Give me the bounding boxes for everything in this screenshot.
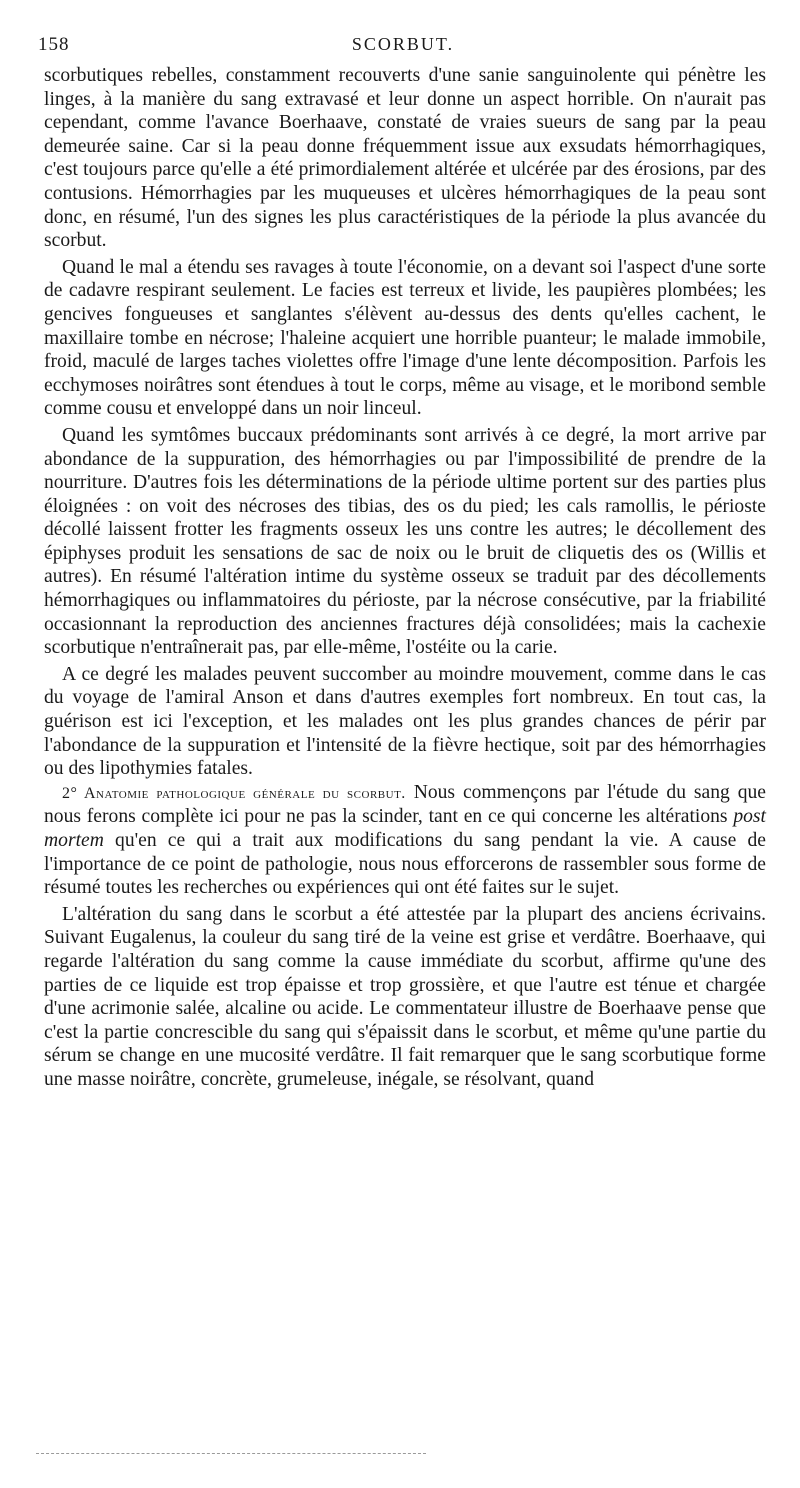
section-text-start: Nous commençons par l'étude du sang que nous ferons complète ici pour ne pas la scinder, tant en ce qui concerne les altérations bbox=[44, 781, 766, 828]
paragraph-4: A ce degré les malades peuvent succomber au moindre mouvement, comme dans le cas du voyage de l'amiral Anson et dans d'autres exemples fort nombreux. En tout cas, la guérison est ici l'exception, et les malades ont les plus grandes chances de périr par l'abondance de la suppuration et l'intensité de la fièvre hectique, soit par des hémorrhagies ou des lipothymies fatales. bbox=[44, 663, 766, 780]
page-header bbox=[38, 34, 768, 56]
paragraph-2: Quand le mal a étendu ses ravages à toute l'économie, on a devant soi l'aspect d'une sorte de cadavre respirant seulement. Le facies est terreux et livide, les paupières plombées; les gencives fongueuses et sanglantes s'élèvent au-dessus des dents qu'elles cachent, le maxillaire tombe en nécrose; l'haleine acquiert une horrible puanteur; le malade immobile, froid, maculé de larges taches violettes offre l'image d'une lente décomposition. Parfois les ecchymoses noirâtres sont étendues à tout le corps, même au visage, et le moribond semble comme cousu et enveloppé dans un noir linceul. bbox=[44, 256, 766, 420]
body-text bbox=[44, 64, 766, 1092]
paragraph-3: Quand les symtômes buccaux prédominants sont arrivés à ce degré, la mort arrive par abondance de la suppuration, des hémorrhagies ou par l'impossibilité de prendre de la nourriture. D'autres fois les déterminations de la période ultime portent sur des parties plus éloignées : on voit des nécroses des tibias, des os du pied; les cals ramollis, le périoste décollé laissent frotter les fragments osseux les uns contre les autres; le décollement des épiphyses produit les sensations de sac de noix ou le bruit de cliquetis des os (Willis et autres). En résumé l'altération intime du système osseux se traduit par des décollements hémorrhagiques ou inflammatoires du périoste, par la nécrose consécutive, par la friabilité occasionnant la reproduction des anciennes fractures déjà consolidées; mais la cachexie scorbutique n'entraînerait pas, par elle-même, l'ostéite ou la carie. bbox=[44, 424, 766, 659]
section-heading: 2° Anatomie pathologique générale du scorbut. bbox=[62, 784, 406, 802]
page-number: 158 bbox=[38, 34, 70, 55]
paragraph-1: scorbutiques rebelles, constamment recouverts d'une sanie sanguinolente qui pénètre les linges, à la manière du sang extravasé et leur donne un aspect horrible. On n'aurait pas cependant, comme l'avance Boerhaave, constaté de vraies sueurs de sang par la peau demeurée saine. Car si la peau donne fréquemment issue aux exsudats hémorrhagiques, c'est toujours parce qu'elle a été primordialement altérée et ulcérée par des érosions, par des contusions. Hémorrhagies par les muqueuses et ulcères hémorrhagiques de la peau sont donc, en résumé, l'un des signes les plus caractéristiques de la période la plus avancée du scorbut. bbox=[44, 65, 766, 252]
paragraph-5-section bbox=[44, 781, 766, 900]
running-title: SCORBUT. bbox=[351, 34, 455, 54]
paragraph-6: L'altération du sang dans le scorbut a été attestée par la plupart des anciens écrivains. Suivant Eugalenus, la couleur du sang tiré de la veine est grise et verdâtre. Boerhaave, qui regarde l'altération du sang comme la cause immédiate du scorbut, affirme qu'une des parties de ce liquide est trop épaisse et trop grossière, et que l'autre est ténue et chargée d'une acrimonie salée, alcaline ou acide. Le commentateur illustre de Boerhaave pense que c'est la partie concrescible du sang qui s'épaissit dans le scorbut, et même qu'une partie du sérum se change en une mucosité verdâtre. Il fait remarquer que le sang scorbutique forme une masse noirâtre, concrète, grumeleuse, inégale, se résolvant, quand bbox=[44, 903, 766, 1090]
footer-dotted-rule bbox=[36, 1453, 426, 1454]
section-emphasis: post mortem bbox=[44, 806, 766, 851]
section-text-end: qu'en ce qui a trait aux modifications du sang pendant la vie. A cause de l'importance de ce point de pathologie, nous nous efforcerons de rassembler sous forme de résumé toutes les recherches ou expériences qui ont été faites sur le sujet. bbox=[44, 830, 766, 899]
